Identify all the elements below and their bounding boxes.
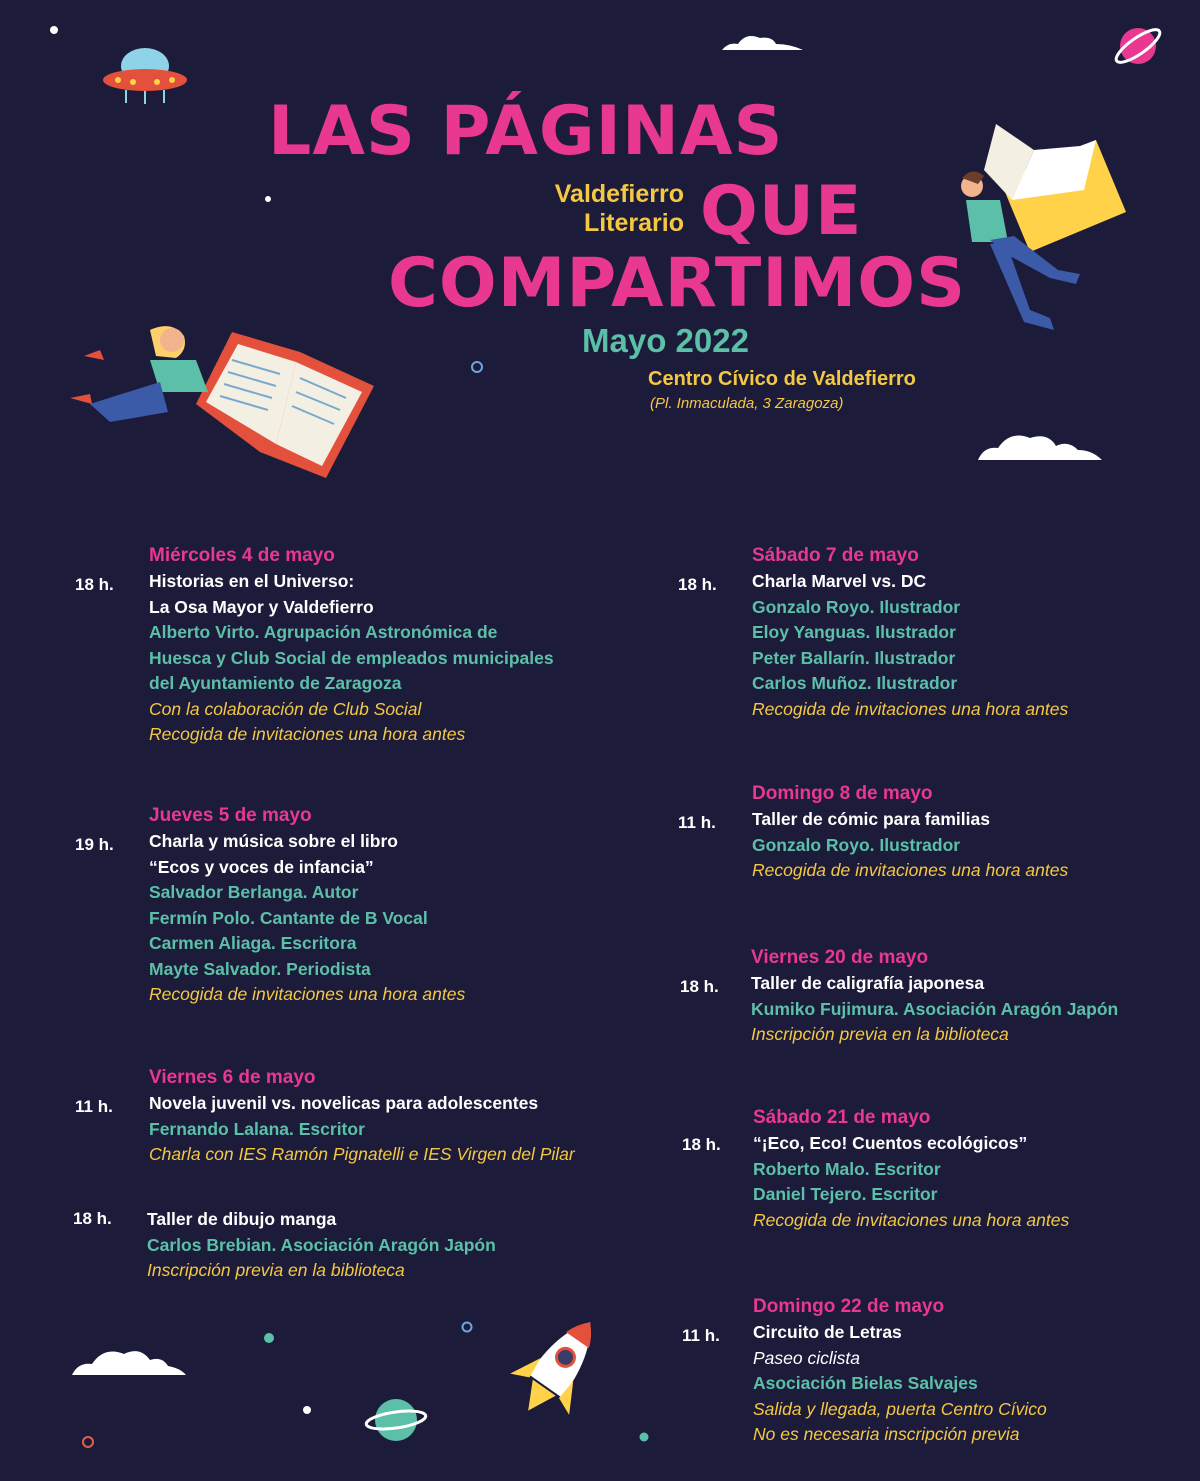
event-date: Jueves 5 de mayo: [149, 805, 312, 826]
star-dot-icon: [640, 1433, 649, 1442]
event-speaker: Carlos Muñoz. Ilustrador: [752, 673, 958, 693]
ring-dot-icon: [83, 1437, 93, 1447]
event-time: 11 h.: [678, 813, 716, 832]
event-title: Charla y música sobre el libro: [149, 831, 398, 851]
event-date: Sábado 7 de mayo: [752, 545, 919, 566]
event-speaker: Mayte Salvador. Periodista: [149, 958, 371, 979]
brand-name: [522, 180, 684, 238]
flying-reader-book-icon: [961, 124, 1126, 330]
event-speaker: Kumiko Fujimura. Asociación Aragón Japón: [751, 998, 1119, 1019]
event-note: Con la colaboración de Club Social: [149, 698, 422, 719]
cloud-icon: [722, 36, 803, 50]
event-date: Sábado 21 de mayo: [753, 1107, 931, 1128]
event-note: Inscripción previa en la biblioteca: [147, 1260, 405, 1280]
event-time: 11 h.: [75, 1097, 113, 1116]
star-dot-icon: [303, 1406, 311, 1414]
planet-icon: [1112, 25, 1164, 68]
event-note: Salida y llegada, puerta Centro Cívico: [753, 1398, 1047, 1419]
event-block: [73, 1207, 496, 1284]
event-note: Recogida de invitaciones una hora antes: [149, 724, 466, 744]
event-date: Domingo 22 de mayo: [753, 1296, 945, 1317]
star-dot-icon: [50, 26, 58, 34]
event-time: 18 h.: [75, 575, 114, 594]
page-title-line-1: LAS PÁGINAS: [268, 92, 784, 171]
event-speaker: Salvador Berlanga. Autor: [149, 882, 359, 902]
event-block: [680, 945, 1119, 1048]
event-note: Charla con IES Ramón Pignatelli e IES Virgen del Pilar: [149, 1144, 575, 1164]
event-note: No es necesaria inscripción previa: [753, 1424, 1020, 1444]
brand-line-2: Literario: [583, 209, 684, 237]
event-speaker: Alberto Virto. Agrupación Astronómica de: [149, 622, 498, 642]
event-speaker: Fermín Polo. Cantante de B Vocal: [149, 907, 428, 928]
venue-name: Centro Cívico de Valdefierro: [648, 368, 916, 390]
event-block: [678, 543, 1069, 722]
event-title: Novela juvenil vs. novelicas para adolescentes: [149, 1093, 539, 1113]
event-note: Recogida de invitaciones una hora antes: [752, 860, 1069, 880]
page-title-line-3: COMPARTIMOS: [388, 244, 967, 323]
event-date: Viernes 20 de mayo: [751, 947, 929, 968]
event-note: Inscripción previa en la biblioteca: [751, 1024, 1009, 1044]
event-title: Circuito de Letras: [753, 1322, 902, 1342]
event-block: [75, 803, 466, 1008]
brand-line-1: Valdefierro: [554, 180, 684, 208]
ring-dot-icon: [472, 362, 482, 372]
star-dot-icon: [264, 1333, 274, 1343]
event-time: 18 h.: [680, 977, 719, 996]
event-title: Taller de dibujo manga: [147, 1209, 337, 1229]
cloud-icon: [72, 1351, 186, 1375]
event-speaker: Carmen Aliaga. Escritora: [149, 933, 357, 953]
event-time: 18 h.: [73, 1209, 112, 1228]
event-date: Viernes 6 de mayo: [149, 1067, 316, 1088]
event-speaker: Carlos Brebian. Asociación Aragón Japón: [147, 1234, 496, 1255]
event-subtitle: Paseo ciclista: [753, 1347, 860, 1368]
venue-address: (Pl. Inmaculada, 3 Zaragoza): [650, 395, 844, 412]
event-speaker: Roberto Malo. Escritor: [753, 1158, 941, 1179]
event-title: Taller de caligrafía japonesa: [751, 973, 985, 993]
event-time: 11 h.: [682, 1326, 720, 1345]
event-title: “Ecos y voces de infancia”: [149, 856, 374, 877]
event-title: “¡Eco, Eco! Cuentos ecológicos”: [753, 1133, 1028, 1153]
event-time: 18 h.: [682, 1135, 721, 1154]
event-time: 19 h.: [75, 835, 114, 854]
event-speaker: Fernando Lalana. Escritor: [149, 1118, 365, 1139]
event-speaker: Eloy Yanguas. Ilustrador: [752, 622, 956, 642]
ring-dot-icon: [463, 1323, 472, 1332]
event-block: [75, 1065, 575, 1168]
event-title: Charla Marvel vs. DC: [752, 571, 927, 591]
event-speaker: Gonzalo Royo. Ilustrador: [752, 596, 961, 617]
event-speaker: Daniel Tejero. Escritor: [753, 1184, 938, 1204]
event-title: Taller de cómic para familias: [752, 809, 990, 829]
event-month: Mayo 2022: [582, 322, 749, 359]
event-block: [682, 1294, 1047, 1448]
rocket-icon: [499, 1301, 620, 1431]
star-dot-icon: [265, 196, 271, 202]
event-speaker: Peter Ballarín. Ilustrador: [752, 647, 956, 668]
event-speaker: del Ayuntamiento de Zaragoza: [149, 673, 402, 693]
event-date: Miércoles 4 de mayo: [149, 545, 335, 566]
cloud-icon: [978, 436, 1102, 460]
event-title: Historias en el Universo:: [149, 571, 355, 591]
event-block: [682, 1105, 1070, 1233]
planet-icon: [365, 1399, 427, 1441]
event-time: 18 h.: [678, 575, 717, 594]
flying-reader-book-icon: [70, 326, 374, 478]
event-speaker: Gonzalo Royo. Ilustrador: [752, 834, 961, 855]
event-title: La Osa Mayor y Valdefierro: [149, 596, 374, 617]
event-block: [678, 781, 1069, 884]
event-note: Recogida de invitaciones una hora antes: [149, 984, 466, 1004]
event-note: Recogida de invitaciones una hora antes: [753, 1209, 1070, 1230]
event-date: Domingo 8 de mayo: [752, 783, 933, 804]
event-speaker: Asociación Bielas Salvajes: [753, 1373, 978, 1393]
event-speaker: Huesca y Club Social de empleados municipales: [149, 647, 554, 668]
event-note: Recogida de invitaciones una hora antes: [752, 698, 1069, 719]
page-title-line-2: QUE: [700, 172, 863, 251]
event-block: [75, 543, 554, 748]
ufo-icon: [103, 48, 187, 104]
